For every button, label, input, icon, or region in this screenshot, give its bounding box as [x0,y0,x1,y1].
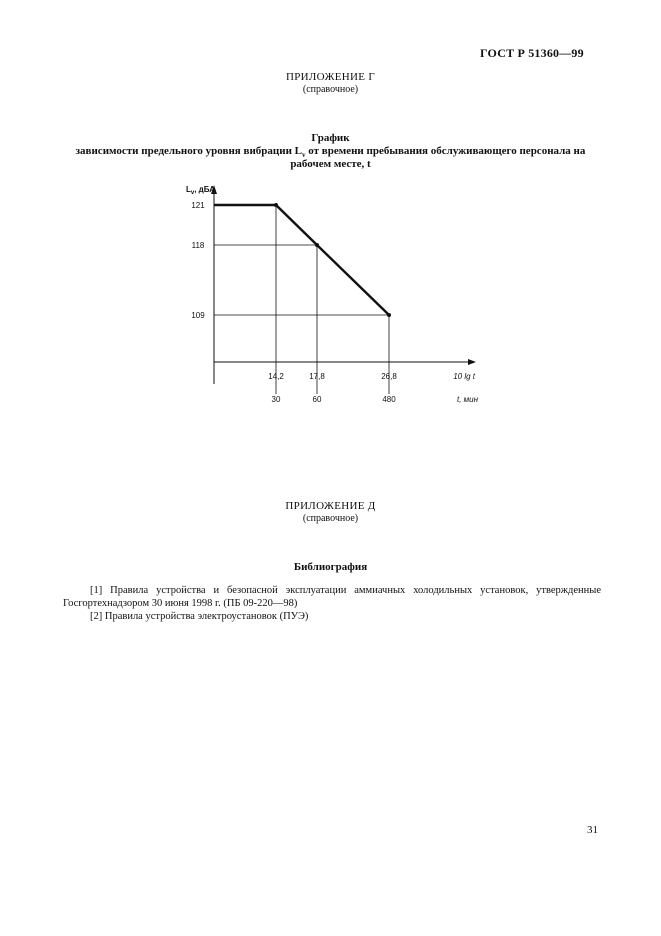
vibration-chart [0,0,661,440]
series-line [214,205,389,315]
bibliography-title: Библиография [293,561,368,573]
data-point [387,313,391,317]
x-tick-label-min: 30 [271,395,281,404]
chart-root [186,185,479,404]
x-axis-label-lg: 10 lg t [453,372,475,381]
y-tick-label: 121 [191,201,205,210]
bibliography-item-1: [1] Правила устройства и безопасной эксплуатации аммиачных холодильных установок, утвержденные Госгортехнадзором 30 июня 1998 г. (ПБ 09-220—98) [63,585,601,609]
y-tick-label: 118 [191,241,205,250]
page-number: 31 [587,824,598,836]
appendix-d-title: ПРИЛОЖЕНИЕ Д [285,500,376,512]
y-axis-label: $L_v$, дБА [186,185,215,196]
x-tick-label-lg: 17,8 [309,372,325,381]
x-axis-label-min: t, мин [456,395,478,404]
graph-caption-line1: зависимости предельного уровня вибрации $L_v$ от времени пребывания обслуживающего персонала на [75,145,586,160]
x-axis-arrow [468,359,476,365]
x-tick-label-lg: 14,2 [268,372,284,381]
document-code: ГОСТ Р 51360—99 [480,46,584,60]
data-point [315,243,319,247]
bibliography-item-2: [2] Правила устройства электроустановок (ПУЭ) [90,611,309,622]
data-point [274,203,278,207]
y-tick-label: 109 [191,311,205,320]
appendix-d-subtitle: (справочное) [302,513,359,524]
graph-caption-line2: рабочем месте, t [290,158,371,170]
x-tick-label-min: 60 [312,395,322,404]
x-tick-label-min: 480 [382,395,396,404]
appendix-g-title: ПРИЛОЖЕНИЕ Г [285,71,376,83]
appendix-g-subtitle: (справочное) [302,84,359,95]
x-tick-label-lg: 26,8 [381,372,397,381]
graph-title: График [311,132,350,144]
